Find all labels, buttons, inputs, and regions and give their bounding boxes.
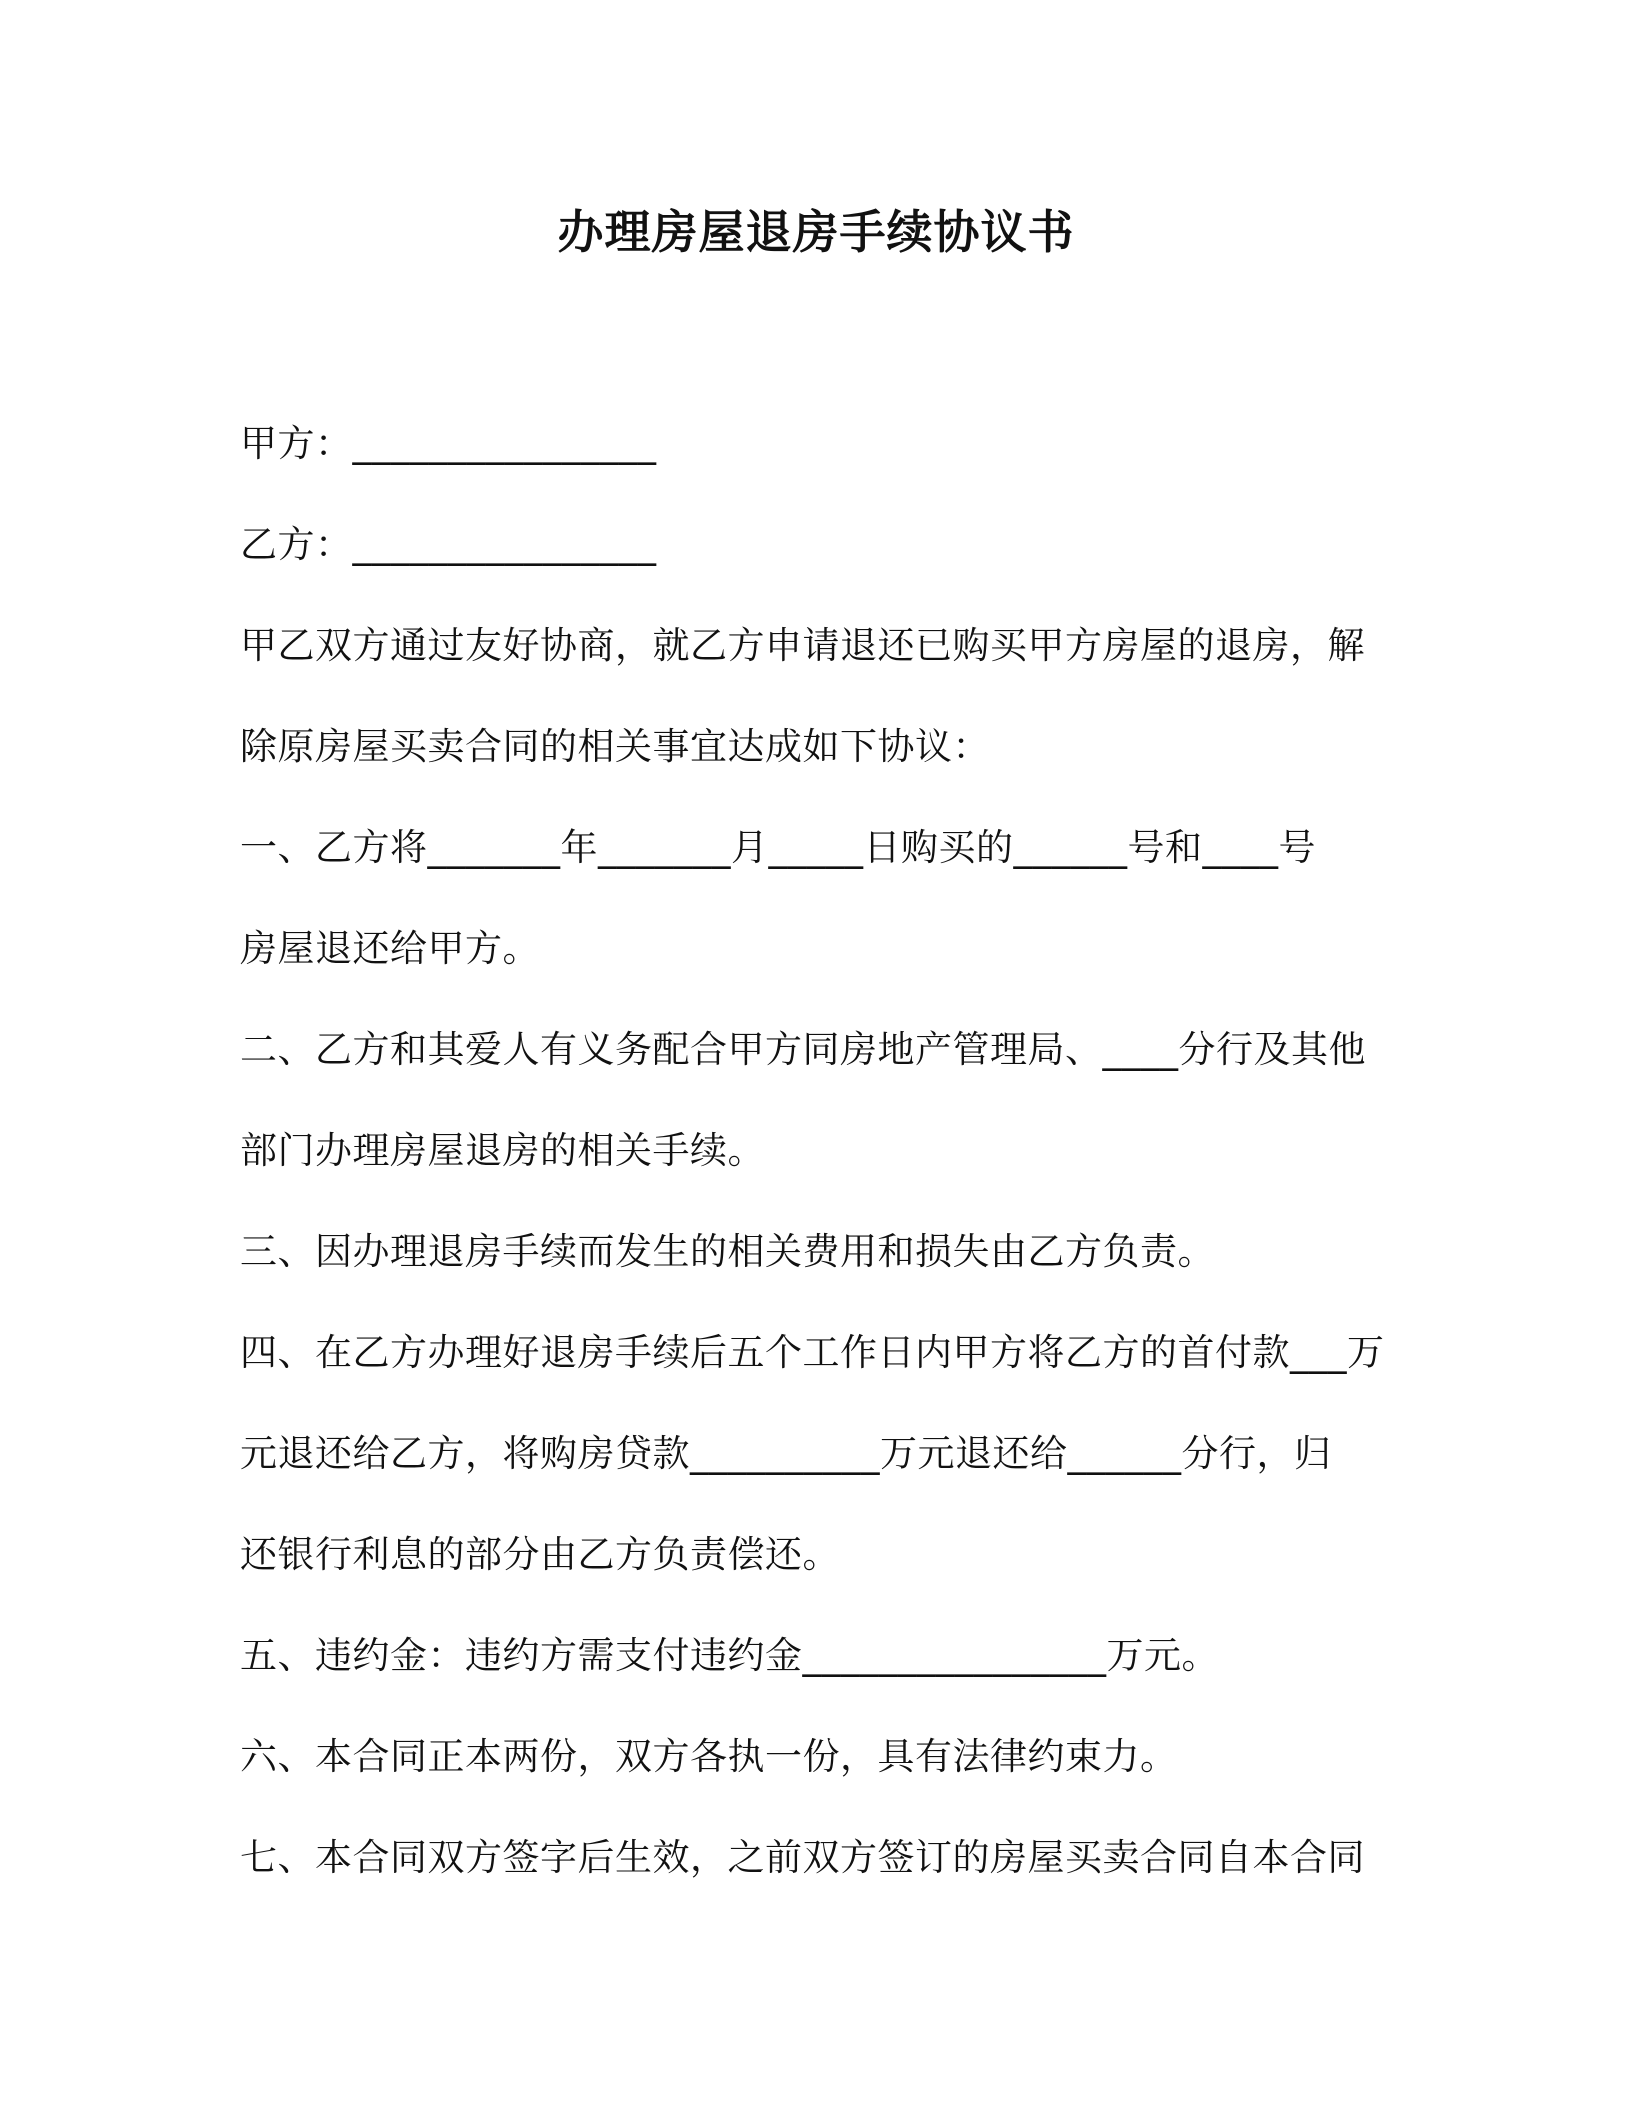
document-title: 办理房屋退房手续协议书 [557,205,1075,259]
clause-1-line-2: 房屋退还给甲方。 [240,927,540,970]
preamble-line-1: 甲乙双方通过友好协商，就乙方申请退还已购买甲方房屋的退房，解 [240,624,1365,667]
clause-6-line: 六、本合同正本两份，双方各执一份，具有法律约束力。 [240,1735,1178,1778]
party-a-line: 甲方：________________ [240,422,657,465]
preamble-line-2: 除原房屋买卖合同的相关事宜达成如下协议： [240,725,990,768]
clause-2-line-2: 部门办理房屋退房的相关手续。 [240,1129,765,1172]
clause-4-line-1: 四、在乙方办理好退房手续后五个工作日内甲方将乙方的首付款___万 [240,1331,1385,1374]
clause-5-line: 五、违约金：违约方需支付违约金________________万元。 [240,1634,1219,1677]
party-b-line: 乙方：________________ [240,523,657,566]
clause-2-line-1: 二、乙方和其爱人有义务配合甲方同房地产管理局、____分行及其他 [240,1028,1366,1071]
clause-3-line: 三、因办理退房手续而发生的相关费用和损失由乙方负责。 [240,1230,1215,1273]
clause-4-line-3: 还银行利息的部分由乙方负责偿还。 [240,1533,840,1576]
document-body [240,414,1400,1929]
clause-4-line-2: 元退还给乙方，将购房贷款__________万元退还给______分行，归 [240,1432,1332,1475]
clause-1-line-1: 一、乙方将_______年_______月_____日购买的______号和____号 [240,826,1316,869]
clause-7-line-1: 七、本合同双方签字后生效，之前双方签订的房屋买卖合同自本合同 [240,1836,1365,1879]
